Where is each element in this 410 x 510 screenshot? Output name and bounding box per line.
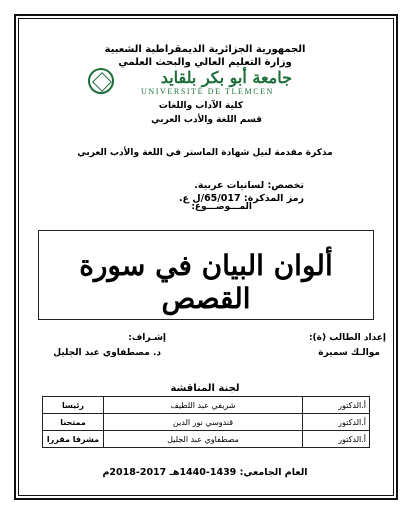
republic-line: الجمهورية الجزائرية الديمقراطية الشعبية	[104, 44, 306, 55]
jury-role: مشرفا مقررا	[43, 431, 104, 448]
student-label: إعداد الطالب (ة):	[308, 333, 386, 343]
subject-label: المـــوضـــوع:	[191, 202, 252, 212]
supervisor-label: إشـراف:	[128, 333, 166, 343]
university-emblem-icon	[88, 68, 114, 94]
memo-code-line: رمز المذكرة: 65/017/ل ع.	[178, 193, 304, 204]
jury-role: رئيسا	[43, 397, 104, 414]
jury-member-name: شريفي عبد اللطيف	[104, 397, 303, 414]
jury-title: لجنة المناقشة	[170, 383, 240, 394]
student-name: موالـك سميرة	[318, 348, 380, 358]
jury-table	[42, 396, 370, 448]
jury-degree: أ.الدكتور	[303, 397, 370, 414]
table-row	[43, 414, 370, 431]
jury-role: ممتحنا	[43, 414, 104, 431]
ministry-line: وزارة التعليم العالي والبحث العلمي	[118, 57, 292, 68]
academic-year: العام الجامعي: 1439-1440هـ 2017-2018م	[102, 467, 308, 478]
title-box	[38, 230, 374, 320]
jury-member-name: قندوسي نور الدين	[104, 414, 303, 431]
jury-degree: أ.الدكتور	[303, 414, 370, 431]
thesis-title: ألوان البيان في سورة القصص	[79, 249, 333, 315]
university-logo	[88, 68, 326, 98]
university-name-latin: UNIVERSITÉ DE TLEMCEN	[141, 87, 274, 96]
jury-member-name: مصطفاوي عبد الجليل	[104, 431, 303, 448]
department-name: قسم اللغة والأدب العربي	[151, 115, 262, 125]
jury-degree: أ.الدكتور	[303, 431, 370, 448]
university-name-arabic: جامعة أبو بكر بلقايد	[160, 68, 292, 87]
memo-description: مذكرة مقدمة لنيل شهادة الماستر في اللغة والأدب العربي	[77, 148, 333, 158]
table-row	[43, 431, 370, 448]
specialty-line: تخصص: لسانيات عربية.	[194, 180, 304, 191]
faculty-name: كلية الآداب واللغات	[158, 101, 243, 111]
supervisor-name: د. مصطفاوي عبد الجليل	[53, 348, 161, 358]
table-row	[43, 397, 370, 414]
